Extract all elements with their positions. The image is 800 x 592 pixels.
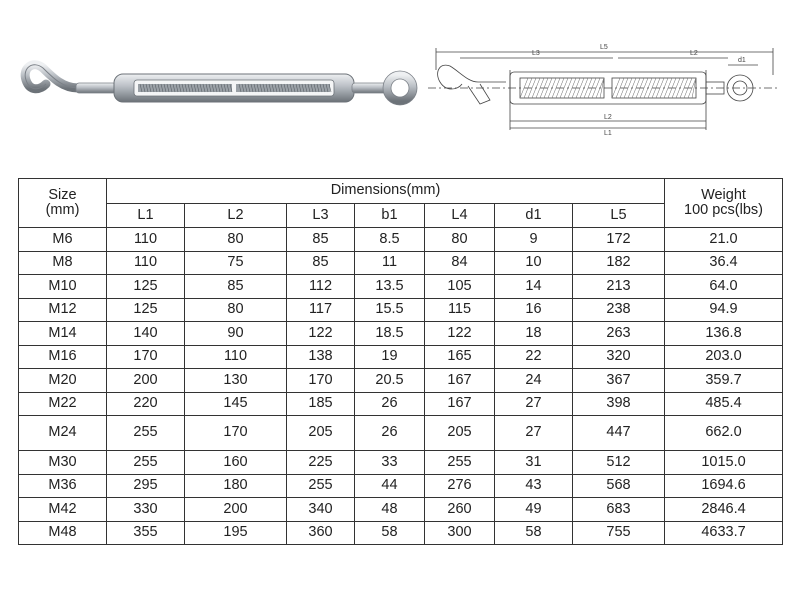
weight-cell: 359.7 <box>665 369 783 393</box>
value-cell: 85 <box>185 275 287 299</box>
weight-cell: 1694.6 <box>665 474 783 498</box>
table-row <box>19 228 783 252</box>
value-cell: 27 <box>495 392 573 416</box>
table-row <box>19 392 783 416</box>
value-cell: 170 <box>287 369 355 393</box>
value-cell: 125 <box>107 298 185 322</box>
weight-cell: 64.0 <box>665 275 783 299</box>
column-header: L2 <box>185 204 287 228</box>
table-row <box>19 345 783 369</box>
value-cell: 58 <box>495 521 573 545</box>
value-cell: 9 <box>495 228 573 252</box>
header-row-1 <box>19 179 783 204</box>
column-header: L5 <box>573 204 665 228</box>
value-cell: 330 <box>107 498 185 522</box>
value-cell: 10 <box>495 251 573 275</box>
label-l2-bottom: L2 <box>604 114 612 121</box>
value-cell: 205 <box>287 416 355 451</box>
value-cell: 185 <box>287 392 355 416</box>
value-cell: 320 <box>573 345 665 369</box>
value-cell: 683 <box>573 498 665 522</box>
value-cell: 48 <box>355 498 425 522</box>
value-cell: 11 <box>355 251 425 275</box>
value-cell: 255 <box>287 474 355 498</box>
value-cell: 44 <box>355 474 425 498</box>
value-cell: 195 <box>185 521 287 545</box>
value-cell: 49 <box>495 498 573 522</box>
size-cell: M30 <box>19 451 107 475</box>
value-cell: 110 <box>107 251 185 275</box>
value-cell: 27 <box>495 416 573 451</box>
value-cell: 8.5 <box>355 228 425 252</box>
table-row <box>19 322 783 346</box>
value-cell: 18 <box>495 322 573 346</box>
size-cell: M16 <box>19 345 107 369</box>
value-cell: 125 <box>107 275 185 299</box>
size-cell: M22 <box>19 392 107 416</box>
value-cell: 255 <box>425 451 495 475</box>
column-header: L1 <box>107 204 185 228</box>
weight-cell: 662.0 <box>665 416 783 451</box>
turnbuckle-photo <box>18 48 418 128</box>
value-cell: 16 <box>495 298 573 322</box>
value-cell: 360 <box>287 521 355 545</box>
label-l3: L3 <box>532 50 540 57</box>
value-cell: 180 <box>185 474 287 498</box>
value-cell: 80 <box>185 228 287 252</box>
value-cell: 755 <box>573 521 665 545</box>
value-cell: 112 <box>287 275 355 299</box>
table-row <box>19 474 783 498</box>
value-cell: 110 <box>107 228 185 252</box>
weight-cell: 203.0 <box>665 345 783 369</box>
size-cell: M48 <box>19 521 107 545</box>
value-cell: 145 <box>185 392 287 416</box>
size-cell: M24 <box>19 416 107 451</box>
value-cell: 260 <box>425 498 495 522</box>
value-cell: 276 <box>425 474 495 498</box>
value-cell: 85 <box>287 228 355 252</box>
value-cell: 165 <box>425 345 495 369</box>
value-cell: 213 <box>573 275 665 299</box>
value-cell: 20.5 <box>355 369 425 393</box>
value-cell: 15.5 <box>355 298 425 322</box>
column-header: L4 <box>425 204 495 228</box>
value-cell: 200 <box>185 498 287 522</box>
size-header-line-1: Size <box>48 186 77 203</box>
table-row <box>19 275 783 299</box>
value-cell: 340 <box>287 498 355 522</box>
column-header: b1 <box>355 204 425 228</box>
value-cell: 170 <box>107 345 185 369</box>
column-header: d1 <box>495 204 573 228</box>
hook-end <box>25 65 116 93</box>
size-cell: M42 <box>19 498 107 522</box>
label-l2-top: L2 <box>690 50 698 57</box>
size-cell: M10 <box>19 275 107 299</box>
technical-drawing <box>428 30 780 140</box>
value-cell: 18.5 <box>355 322 425 346</box>
value-cell: 19 <box>355 345 425 369</box>
value-cell: 220 <box>107 392 185 416</box>
value-cell: 225 <box>287 451 355 475</box>
value-cell: 447 <box>573 416 665 451</box>
value-cell: 140 <box>107 322 185 346</box>
value-cell: 122 <box>287 322 355 346</box>
value-cell: 172 <box>573 228 665 252</box>
value-cell: 205 <box>425 416 495 451</box>
value-cell: 75 <box>185 251 287 275</box>
weight-cell: 21.0 <box>665 228 783 252</box>
eye-end <box>352 71 417 105</box>
table-row <box>19 521 783 545</box>
value-cell: 80 <box>185 298 287 322</box>
label-d1: d1 <box>738 57 746 64</box>
value-cell: 568 <box>573 474 665 498</box>
size-cell: M12 <box>19 298 107 322</box>
size-cell: M8 <box>19 251 107 275</box>
value-cell: 160 <box>185 451 287 475</box>
weight-header-line-2: 100 pcs(lbs) <box>684 202 763 218</box>
weight-cell: 36.4 <box>665 251 783 275</box>
value-cell: 13.5 <box>355 275 425 299</box>
value-cell: 295 <box>107 474 185 498</box>
value-cell: 300 <box>425 521 495 545</box>
table-row <box>19 451 783 475</box>
value-cell: 255 <box>107 451 185 475</box>
table-row <box>19 298 783 322</box>
value-cell: 24 <box>495 369 573 393</box>
value-cell: 90 <box>185 322 287 346</box>
value-cell: 512 <box>573 451 665 475</box>
value-cell: 84 <box>425 251 495 275</box>
table-row <box>19 251 783 275</box>
value-cell: 263 <box>573 322 665 346</box>
spec-table <box>18 178 783 545</box>
value-cell: 43 <box>495 474 573 498</box>
value-cell: 398 <box>573 392 665 416</box>
size-header-cell <box>19 179 107 228</box>
value-cell: 200 <box>107 369 185 393</box>
value-cell: 80 <box>425 228 495 252</box>
value-cell: 26 <box>355 416 425 451</box>
value-cell: 167 <box>425 369 495 393</box>
size-header-line-2: (mm) <box>45 202 80 218</box>
value-cell: 31 <box>495 451 573 475</box>
size-cell: M20 <box>19 369 107 393</box>
value-cell: 115 <box>425 298 495 322</box>
table-row <box>19 498 783 522</box>
value-cell: 22 <box>495 345 573 369</box>
size-cell: M6 <box>19 228 107 252</box>
weight-cell: 1015.0 <box>665 451 783 475</box>
weight-cell: 94.9 <box>665 298 783 322</box>
value-cell: 33 <box>355 451 425 475</box>
column-header: L3 <box>287 204 355 228</box>
value-cell: 58 <box>355 521 425 545</box>
value-cell: 167 <box>425 392 495 416</box>
value-cell: 26 <box>355 392 425 416</box>
value-cell: 130 <box>185 369 287 393</box>
value-cell: 138 <box>287 345 355 369</box>
turnbuckle-body <box>114 74 354 102</box>
table-row <box>19 369 783 393</box>
size-cell: M36 <box>19 474 107 498</box>
value-cell: 367 <box>573 369 665 393</box>
value-cell: 105 <box>425 275 495 299</box>
weight-cell: 485.4 <box>665 392 783 416</box>
size-cell: M14 <box>19 322 107 346</box>
weight-header-cell <box>665 179 783 228</box>
value-cell: 355 <box>107 521 185 545</box>
value-cell: 110 <box>185 345 287 369</box>
value-cell: 117 <box>287 298 355 322</box>
weight-header-line-1: Weight <box>701 186 746 203</box>
value-cell: 182 <box>573 251 665 275</box>
label-l5: L5 <box>600 44 608 51</box>
value-cell: 85 <box>287 251 355 275</box>
value-cell: 14 <box>495 275 573 299</box>
value-cell: 170 <box>185 416 287 451</box>
value-cell: 255 <box>107 416 185 451</box>
label-l1: L1 <box>604 130 612 137</box>
weight-cell: 136.8 <box>665 322 783 346</box>
weight-cell: 4633.7 <box>665 521 783 545</box>
value-cell: 122 <box>425 322 495 346</box>
table-row <box>19 416 783 451</box>
value-cell: 238 <box>573 298 665 322</box>
weight-cell: 2846.4 <box>665 498 783 522</box>
dimensions-header: Dimensions(mm) <box>107 179 665 204</box>
